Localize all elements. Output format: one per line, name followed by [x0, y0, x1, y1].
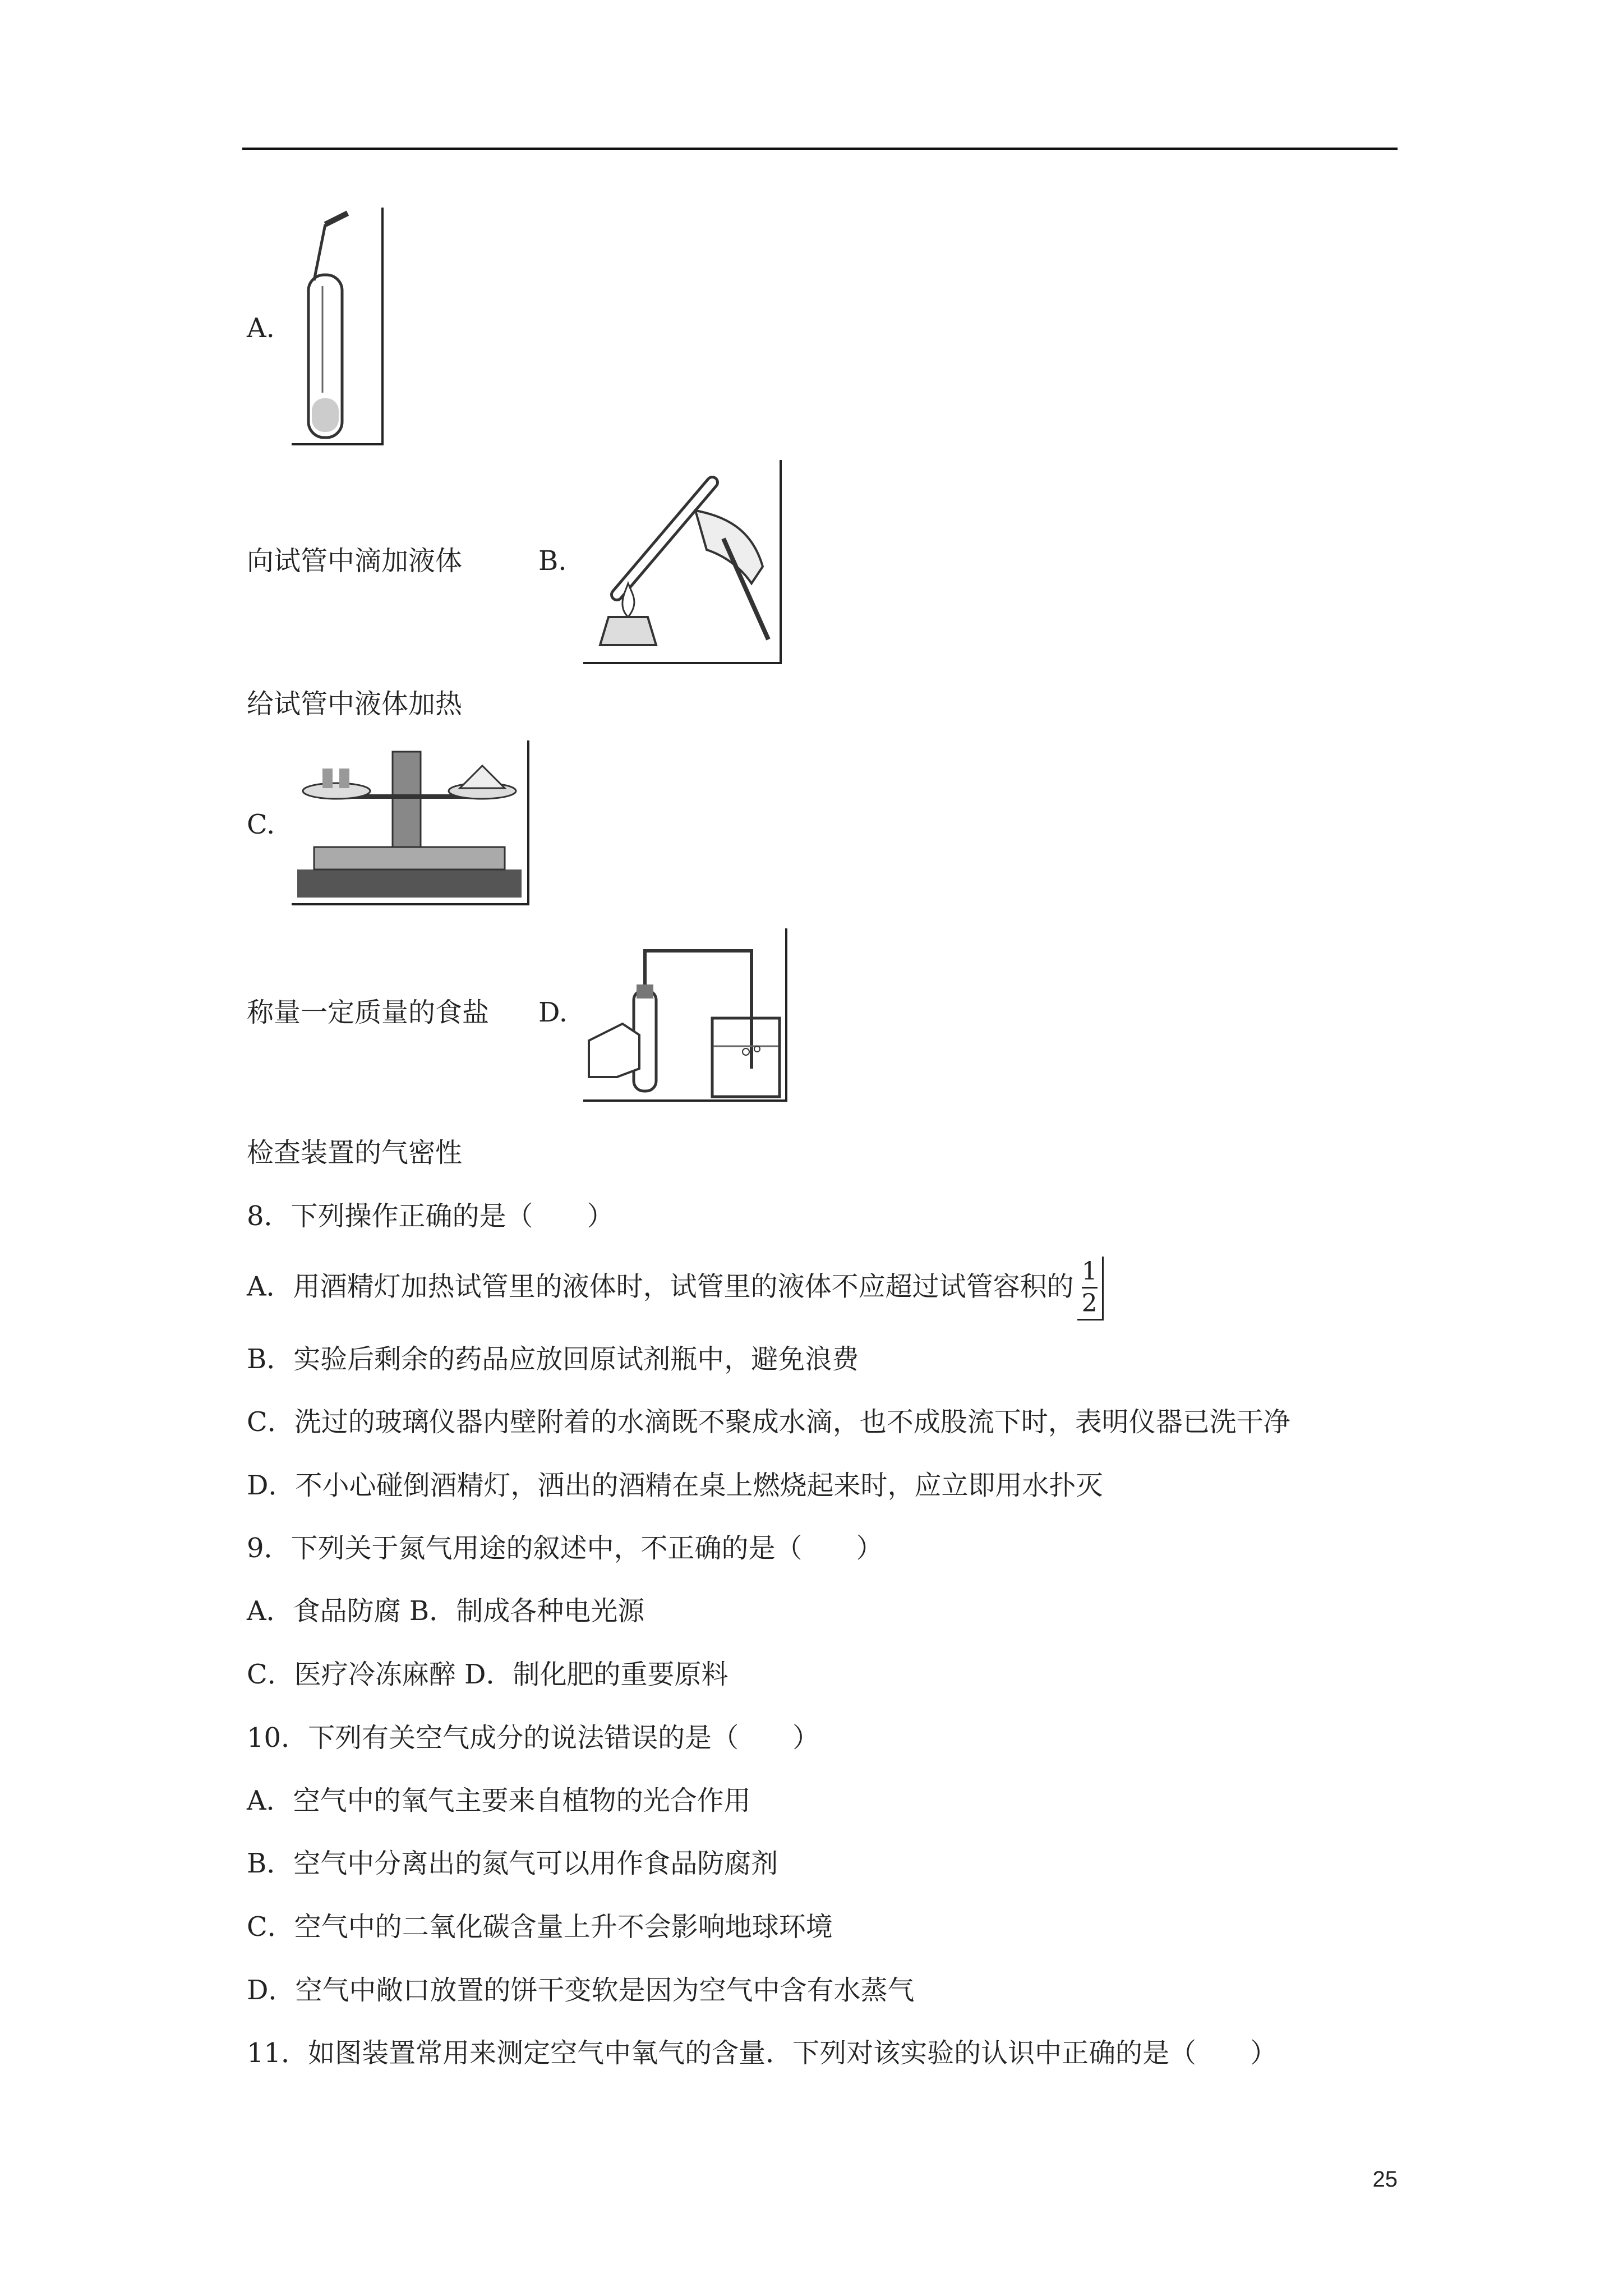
- option-c-caption: 称量一定质量的食盐: [247, 997, 490, 1028]
- balance-scale-image: [292, 740, 527, 903]
- fraction-numerator: 1: [1081, 1257, 1098, 1286]
- option-b-letter: B.: [538, 545, 567, 577]
- q9-options-ab: A．食品防腐 B．制成各种电光源: [247, 1595, 645, 1627]
- q10-option-d: D．空气中敞口放置的饼干变软是因为空气中含有水蒸气: [247, 1975, 915, 2006]
- balance-scale-figure: [292, 740, 529, 905]
- q8-stem: 8．下列操作正确的是（ ）: [247, 1200, 614, 1232]
- heating-test-tube-image: [583, 460, 780, 662]
- q10-option-a: A．空气中的氧气主要来自植物的光合作用: [247, 1785, 751, 1816]
- fraction: [1077, 1257, 1104, 1320]
- q8-option-d: D．不小心碰倒酒精灯，洒出的酒精在桌上燃烧起来时，应立即用水扑灭: [247, 1470, 1103, 1501]
- option-d-caption: 检查装置的气密性: [247, 1137, 463, 1168]
- option-d-letter: D.: [538, 997, 568, 1028]
- dropper-test-tube-figure: [292, 208, 384, 445]
- page-number: 25: [1372, 2167, 1398, 2192]
- q10-option-c: C．空气中的二氧化碳含量上升不会影响地球环境: [247, 1911, 833, 1943]
- option-a-caption: 向试管中滴加液体: [247, 545, 463, 577]
- option-c-letter: C.: [247, 809, 275, 840]
- option-a-letter: A.: [247, 312, 275, 344]
- q8-option-b: B．实验后剩余的药品应放回原试剂瓶中，避免浪费: [247, 1343, 859, 1375]
- q11-stem: 11．如图装置常用来测定空气中氧气的含量．下列对该实验的认识中正确的是（ ）: [247, 2037, 1278, 2069]
- q8-option-a: [247, 1257, 1104, 1320]
- option-b-caption: 给试管中液体加热: [247, 688, 463, 720]
- q8-option-a-text: A．用酒精灯加热试管里的液体时，试管里的液体不应超过试管容积的: [247, 1271, 1074, 1303]
- q9-stem: 9．下列关于氮气用途的叙述中，不正确的是（ ）: [247, 1533, 883, 1564]
- q8-option-c: C．洗过的玻璃仪器内壁附着的水滴既不聚成水滴，也不成股流下时，表明仪器已洗干净: [247, 1406, 1290, 1438]
- fraction-denominator: 2: [1082, 1287, 1098, 1319]
- header-rule: [242, 148, 1398, 150]
- heating-test-tube-figure: [583, 460, 782, 664]
- dropper-test-tube-image: [292, 208, 381, 443]
- q10-stem: 10．下列有关空气成分的说法错误的是（ ）: [247, 1722, 820, 1754]
- q9-options-cd: C．医疗冷冻麻醉 D．制化肥的重要原料: [247, 1659, 728, 1690]
- airtightness-check-figure: [583, 928, 787, 1102]
- q10-option-b: B．空气中分离出的氮气可以用作食品防腐剂: [247, 1848, 778, 1879]
- airtightness-check-image: [583, 928, 785, 1099]
